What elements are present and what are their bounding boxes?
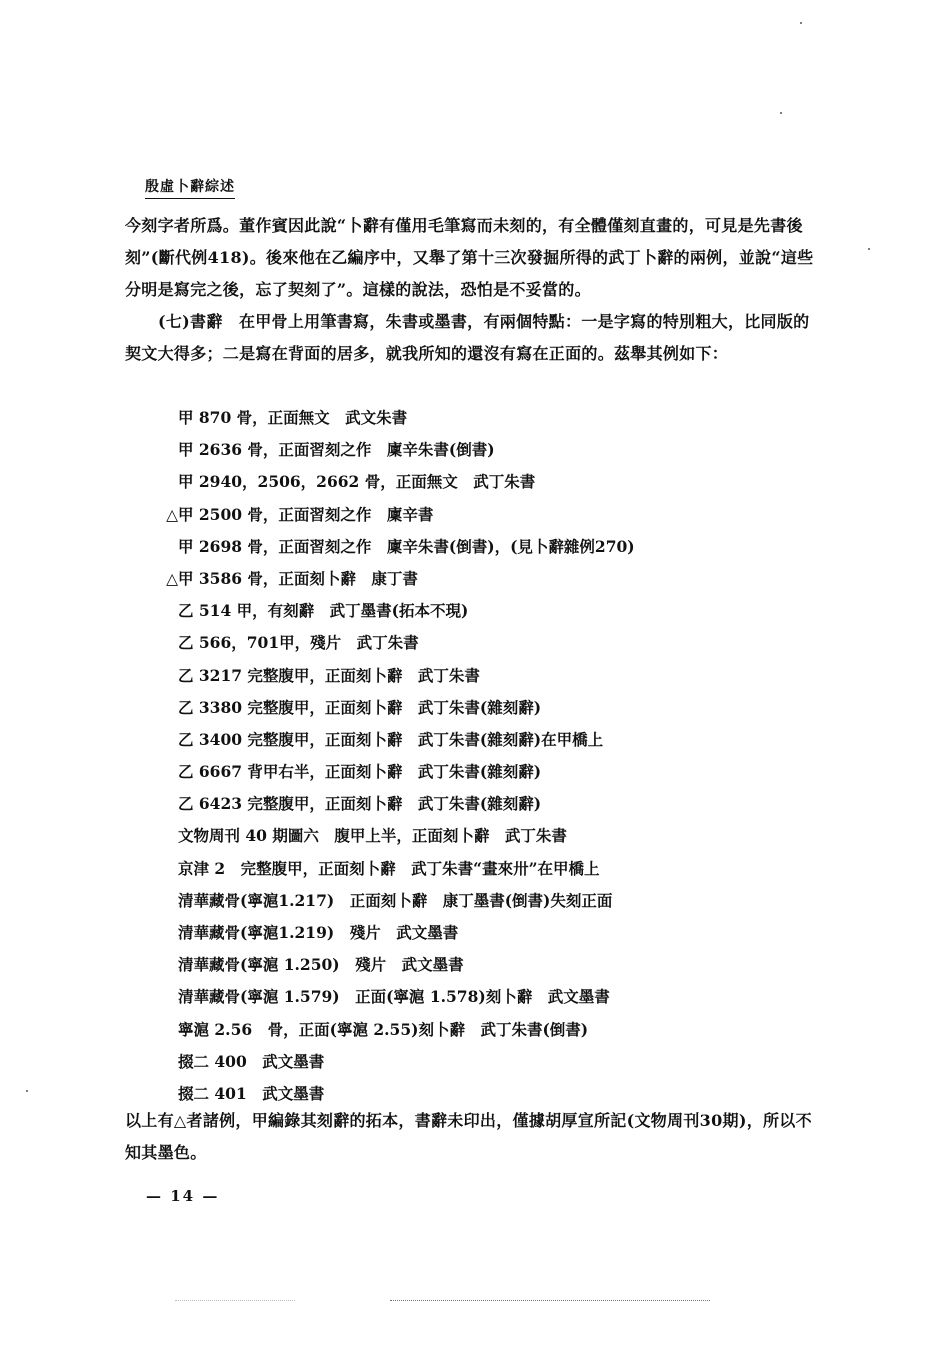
- list-item-text: 清華藏骨(寧滬1.217) 正面刻卜辭 康丁墨書(倒書)失刻正面: [178, 890, 613, 910]
- list-item-text: 京津 2 完整腹甲，正面刻卜辭 武丁朱書“畫來卅”在甲橋上: [178, 858, 600, 878]
- list-item-text: 乙 566，701甲，殘片 武丁朱書: [178, 633, 419, 653]
- list-item-text: 寧滬 2.56 骨，正面(寧滬 2.55)刻卜辭 武丁朱書(倒書): [178, 1019, 589, 1039]
- list-item: [160, 692, 760, 724]
- list-item-text: 清華藏骨(寧滬1.219) 殘片 武文墨書: [178, 923, 459, 942]
- example-list: [160, 402, 760, 1110]
- scan-artifact-line: [390, 1300, 710, 1301]
- list-item: [160, 981, 760, 1013]
- list-item: [160, 917, 760, 949]
- scan-artifact-line: [175, 1300, 295, 1301]
- list-item-text: 文物周刊 40 期圖六 腹甲上半，正面刻卜辭 武丁朱書: [178, 826, 567, 846]
- list-item-text: 乙 3380 完整腹甲，正面刻卜辭 武丁朱書(雜刻辭): [178, 697, 542, 717]
- list-item-text: 清華藏骨(寧滬 1.250) 殘片 武文墨書: [178, 955, 464, 975]
- list-item-text: 甲 2940，2506，2662 骨，正面無文 武丁朱書: [178, 472, 536, 492]
- list-item: [160, 434, 760, 466]
- list-item-text: 乙 3217 完整腹甲，正面刻卜辭 武丁朱書: [178, 665, 480, 685]
- list-item-text: 甲 2636 骨，正面習刻之作 廩辛朱書(倒書): [178, 440, 495, 460]
- list-item-text: 掇二 401 武文墨書: [178, 1083, 325, 1103]
- triangle-marker: △: [166, 569, 178, 588]
- list-item: [160, 1046, 760, 1078]
- list-item-text: 乙 514 甲，有刻辭 武丁墨書(拓本不現): [178, 601, 469, 621]
- list-item: [160, 949, 760, 981]
- list-item: [160, 627, 760, 659]
- page-number: — 14 —: [146, 1187, 220, 1205]
- scan-speck: [800, 22, 802, 24]
- list-item: [160, 563, 760, 595]
- list-item-text: 清華藏骨(寧滬 1.579) 正面(寧滬 1.578)刻卜辭 武文墨書: [178, 987, 610, 1007]
- paragraph-shuci-intro: (七)書辭 在甲骨上用筆書寫，朱書或墨書，有兩個特點：一是字寫的特別粗大，比同版的契文大得多；二是寫在背面的居多，就我所知的還沒有寫在正面的。茲舉其例如下：: [125, 312, 810, 363]
- triangle-marker: △: [166, 505, 178, 524]
- list-item: [160, 820, 760, 852]
- paragraph-conclusion: 以上有△者諸例，甲編錄其刻辭的拓本，書辭未印出，僅據胡厚宣所記(文物周刊30期)，所以不知其墨色。: [125, 1111, 812, 1162]
- list-item: [160, 595, 760, 627]
- list-item-text: 甲 2500 骨，正面習刻之作 廩辛書: [178, 504, 434, 524]
- list-item-text: 甲 3586 骨，正面刻卜辭 康丁書: [178, 568, 418, 588]
- list-item-text: 甲 2698 骨，正面習刻之作 廩辛朱書(倒書)，(見卜辭雜例270): [178, 536, 635, 556]
- list-item: [160, 531, 760, 563]
- list-item: [160, 756, 760, 788]
- list-item: [160, 788, 760, 820]
- scan-speck: [26, 1090, 28, 1092]
- list-item: [160, 724, 760, 756]
- list-item-text: 乙 3400 完整腹甲，正面刻卜辭 武丁朱書(雜刻辭)在甲橋上: [178, 729, 604, 749]
- list-item: [160, 466, 760, 498]
- list-item-text: 掇二 400 武文墨書: [178, 1051, 325, 1071]
- scan-speck: [780, 112, 782, 114]
- running-header: 殷虛卜辭綜述: [145, 176, 235, 199]
- list-item: [160, 1014, 760, 1046]
- list-item: [160, 853, 760, 885]
- list-item: [160, 885, 760, 917]
- list-item-text: 乙 6667 背甲右半，正面刻卜辭 武丁朱書(雜刻辭): [178, 762, 542, 782]
- list-item-text: 乙 6423 完整腹甲，正面刻卜辭 武丁朱書(雜刻辭): [178, 794, 542, 814]
- list-item: [160, 402, 760, 434]
- paragraph-continued: 今刻字者所爲。董作賓因此說“卜辭有僅用毛筆寫而未刻的，有全體僅刻直畫的，可見是先書後刻”(斷代例418)。後來他在乙編序中，又舉了第十三次發掘所得的武丁卜辭的兩例，並說“這些分明是寫完之後，忘了契刻了”。這樣的說法，恐怕是不妥當的。: [125, 216, 814, 299]
- list-item-text: 甲 870 骨，正面無文 武文朱書: [178, 408, 408, 427]
- list-item: [160, 660, 760, 692]
- list-item: [160, 499, 760, 531]
- scan-speck: [868, 248, 870, 250]
